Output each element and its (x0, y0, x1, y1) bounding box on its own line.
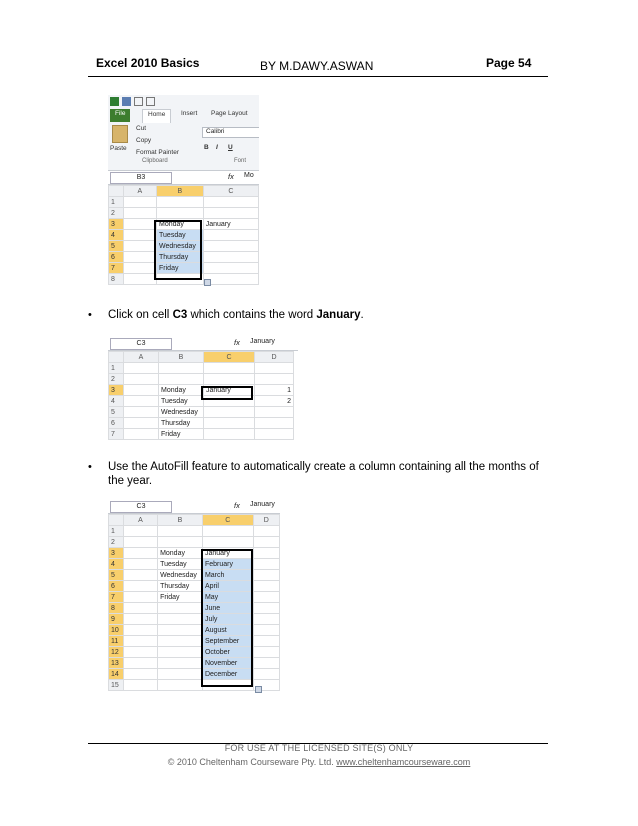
formula-bar (108, 171, 259, 185)
cell[interactable] (123, 658, 157, 669)
cell[interactable]: January (203, 219, 258, 230)
cell[interactable]: Friday (159, 429, 204, 440)
formula-value[interactable]: Mo (244, 172, 254, 179)
bold-button[interactable]: B (204, 144, 209, 151)
selection-border (201, 549, 253, 687)
cell[interactable] (123, 241, 156, 252)
cell[interactable] (123, 669, 157, 680)
underline-button[interactable]: U (228, 144, 233, 151)
cell[interactable]: May (202, 592, 253, 603)
cell[interactable] (124, 385, 159, 396)
fx-icon[interactable]: fx (234, 338, 240, 347)
cell[interactable]: Wednesday (158, 570, 203, 581)
bullet-icon: • (88, 461, 92, 473)
cell[interactable] (123, 219, 156, 230)
cell[interactable] (204, 407, 255, 418)
column-header[interactable]: C (204, 352, 255, 363)
cell[interactable] (158, 658, 203, 669)
cell[interactable] (123, 647, 157, 658)
cell[interactable] (124, 363, 159, 374)
cell[interactable] (204, 418, 255, 429)
cell[interactable] (202, 537, 253, 548)
footer-copyright (0, 757, 638, 767)
row-header[interactable]: 2 (109, 537, 124, 548)
font-group-label: Font (234, 158, 247, 164)
row-header[interactable]: 1 (109, 526, 124, 537)
cell[interactable] (253, 669, 279, 680)
footer-license: FOR USE AT THE LICENSED SITE(S) ONLY (224, 743, 414, 753)
cell[interactable] (158, 537, 203, 548)
header-page-number: Page 54 (486, 56, 532, 70)
formula-value[interactable]: January (250, 501, 275, 508)
cell[interactable] (123, 570, 157, 581)
row-header[interactable]: 1 (109, 363, 124, 374)
row-header[interactable]: 8 (109, 274, 124, 285)
cell[interactable] (123, 230, 156, 241)
select-all-corner[interactable] (109, 186, 124, 197)
row-header[interactable]: 2 (109, 208, 124, 219)
cell[interactable]: Tuesday (159, 396, 204, 407)
instruction-2: Use the AutoFill feature to automatically create a column containing all the months of the year. (108, 461, 539, 487)
cell[interactable]: December (202, 669, 253, 680)
formula-bar (108, 500, 280, 514)
row-header[interactable]: 9 (109, 614, 124, 625)
name-box[interactable]: C3 (110, 338, 172, 350)
cell[interactable]: Friday (158, 592, 203, 603)
cell[interactable] (157, 197, 204, 208)
cell[interactable] (253, 614, 279, 625)
cell[interactable]: June (202, 603, 253, 614)
cell[interactable] (159, 363, 204, 374)
cell[interactable] (204, 374, 255, 385)
name-box[interactable]: C3 (110, 501, 172, 513)
column-header[interactable]: A (123, 515, 157, 526)
cell[interactable]: April (202, 581, 253, 592)
font-name-select[interactable]: Calibri (202, 127, 259, 138)
paste-icon[interactable] (112, 125, 128, 143)
selection-border (201, 386, 253, 400)
cell[interactable] (255, 429, 294, 440)
row-header[interactable]: 15 (109, 680, 124, 691)
cell[interactable] (253, 647, 279, 658)
autofill-options-icon[interactable] (255, 686, 262, 693)
cell[interactable] (204, 363, 255, 374)
format-painter-button[interactable]: Format Painter (136, 149, 179, 156)
row-header[interactable]: 3 (109, 548, 124, 559)
cell[interactable]: 1 (255, 385, 294, 396)
tab-file[interactable]: File (110, 109, 130, 122)
clipboard-group-label: Clipboard (142, 158, 168, 164)
select-all-corner[interactable] (109, 352, 124, 363)
cell[interactable] (255, 363, 294, 374)
column-header[interactable]: B (158, 515, 203, 526)
cell[interactable] (158, 669, 203, 680)
instruction-1 (108, 308, 548, 322)
bullet-icon: • (88, 309, 92, 321)
tab-home[interactable]: Home (142, 109, 171, 123)
paste-button[interactable]: Paste (110, 145, 127, 152)
row-header[interactable]: 4 (109, 396, 124, 407)
screenshot-ribbon-autofill-days (108, 95, 259, 289)
cell[interactable] (203, 263, 258, 274)
cell[interactable] (123, 208, 156, 219)
cell[interactable]: September (202, 636, 253, 647)
row-header[interactable]: 3 (109, 219, 124, 230)
undo-icon[interactable] (134, 97, 143, 106)
cell[interactable]: March (202, 570, 253, 581)
row-header[interactable]: 8 (109, 603, 124, 614)
select-all-corner[interactable] (109, 515, 124, 526)
cell[interactable] (157, 208, 204, 219)
cell[interactable] (123, 603, 157, 614)
cell[interactable] (253, 537, 279, 548)
cell[interactable] (123, 592, 157, 603)
cell[interactable] (253, 548, 279, 559)
cell[interactable] (253, 559, 279, 570)
column-header[interactable]: B (159, 352, 204, 363)
footer-copyright-text: © 2010 Cheltenham Courseware Pty. Ltd. (167, 757, 337, 767)
cell[interactable] (158, 636, 203, 647)
column-header[interactable]: B (157, 186, 204, 197)
cell[interactable] (123, 274, 156, 285)
worksheet-grid (108, 514, 280, 691)
cell[interactable]: Monday (157, 219, 204, 230)
selection-border (154, 220, 202, 280)
cell[interactable] (123, 581, 157, 592)
instruction-1-word: January (316, 309, 361, 321)
fx-icon[interactable]: fx (234, 501, 240, 510)
row-header[interactable]: 12 (109, 647, 124, 658)
cell[interactable] (253, 636, 279, 647)
cell[interactable] (253, 603, 279, 614)
row-header[interactable]: 6 (109, 418, 124, 429)
cell[interactable] (158, 603, 203, 614)
autofill-options-icon[interactable] (204, 279, 211, 286)
cell[interactable]: July (202, 614, 253, 625)
cell[interactable] (123, 537, 157, 548)
cell[interactable]: Friday (157, 263, 204, 274)
header-rule (88, 76, 548, 77)
cell[interactable] (158, 680, 203, 691)
cell[interactable] (124, 374, 159, 385)
cell[interactable] (253, 658, 279, 669)
row-header[interactable]: 7 (109, 263, 124, 274)
row-header[interactable]: 11 (109, 636, 124, 647)
cell[interactable]: August (202, 625, 253, 636)
column-header[interactable]: A (124, 352, 159, 363)
cell[interactable] (124, 418, 159, 429)
column-header[interactable]: A (123, 186, 156, 197)
cell[interactable] (158, 526, 203, 537)
cut-button[interactable]: Cut (136, 125, 147, 132)
instruction-1-cell: C3 (172, 309, 188, 321)
save-icon[interactable] (122, 97, 131, 106)
cell[interactable]: Tuesday (158, 559, 203, 570)
cell[interactable] (123, 614, 157, 625)
cell[interactable]: Thursday (157, 252, 204, 263)
header-title-left: Excel 2010 Basics (96, 56, 200, 70)
row-header[interactable]: 4 (109, 559, 124, 570)
cell[interactable]: January (202, 548, 253, 559)
cell[interactable] (253, 581, 279, 592)
cell[interactable] (203, 208, 258, 219)
cell[interactable] (123, 559, 157, 570)
row-header[interactable]: 6 (109, 581, 124, 592)
screenshot-autofill-months (108, 500, 280, 696)
cell[interactable] (123, 625, 157, 636)
cell[interactable] (253, 570, 279, 581)
cell[interactable] (255, 407, 294, 418)
cell[interactable] (123, 526, 157, 537)
instruction-1-text: Click on cell (108, 309, 173, 321)
cell[interactable] (204, 429, 255, 440)
cell[interactable] (253, 625, 279, 636)
cell[interactable] (203, 274, 258, 285)
cell[interactable]: February (202, 559, 253, 570)
screenshot-select-c3 (108, 337, 298, 443)
cell[interactable] (255, 374, 294, 385)
copy-button[interactable]: Copy (136, 137, 152, 144)
cell[interactable] (123, 548, 157, 559)
instruction-1-text: . (360, 309, 364, 321)
cell[interactable]: November (202, 658, 253, 669)
redo-icon[interactable] (146, 97, 155, 106)
fx-icon[interactable]: fx (228, 172, 234, 181)
tab-page-layout[interactable]: Page Layout (211, 110, 248, 117)
column-header[interactable]: C (202, 515, 253, 526)
cell[interactable] (159, 374, 204, 385)
row-header[interactable]: 10 (109, 625, 124, 636)
header-author: BY M.DAWY.ASWAN (260, 59, 374, 73)
cell[interactable] (123, 636, 157, 647)
row-header[interactable]: 13 (109, 658, 124, 669)
excel-ribbon (108, 95, 259, 171)
cell[interactable] (158, 647, 203, 658)
italic-button[interactable]: I (216, 144, 218, 151)
cell[interactable] (203, 252, 258, 263)
row-header[interactable]: 2 (109, 374, 124, 385)
row-header[interactable]: 5 (109, 241, 124, 252)
column-header[interactable]: D (253, 515, 279, 526)
cell[interactable]: Thursday (158, 581, 203, 592)
cell[interactable] (203, 241, 258, 252)
row-header[interactable]: 1 (109, 197, 124, 208)
cell[interactable] (253, 592, 279, 603)
instruction-1-text: which contains the word (187, 309, 317, 321)
cell[interactable] (124, 429, 159, 440)
formula-bar (108, 337, 298, 351)
cell[interactable]: Monday (158, 548, 203, 559)
cell[interactable] (255, 418, 294, 429)
cell[interactable] (202, 526, 253, 537)
cell[interactable] (253, 526, 279, 537)
cell[interactable] (158, 625, 203, 636)
row-header[interactable]: 6 (109, 252, 124, 263)
footer-link[interactable]: www.cheltenhamcourseware.com (336, 757, 471, 767)
row-header[interactable]: 4 (109, 230, 124, 241)
cell[interactable] (123, 680, 157, 691)
cell[interactable] (203, 197, 258, 208)
cell[interactable]: Thursday (159, 418, 204, 429)
row-header[interactable]: 5 (109, 570, 124, 581)
column-header[interactable]: C (203, 186, 258, 197)
cell[interactable]: Monday (159, 385, 204, 396)
excel-logo-icon (110, 97, 119, 106)
tab-insert[interactable]: Insert (181, 110, 198, 117)
cell-c3[interactable]: January (204, 385, 255, 396)
cell[interactable] (124, 396, 159, 407)
row-header[interactable]: 7 (109, 429, 124, 440)
cell[interactable]: Wednesday (157, 241, 204, 252)
cell[interactable]: Tuesday (157, 230, 204, 241)
row-header[interactable]: 3 (109, 385, 124, 396)
row-header[interactable]: 7 (109, 592, 124, 603)
cell[interactable] (124, 407, 159, 418)
cell[interactable] (123, 252, 156, 263)
row-header[interactable]: 14 (109, 669, 124, 680)
quick-access-toolbar (110, 97, 158, 107)
row-header[interactable]: 5 (109, 407, 124, 418)
column-header[interactable]: D (255, 352, 294, 363)
formula-value[interactable]: January (250, 338, 275, 345)
cell[interactable] (203, 230, 258, 241)
cell[interactable] (123, 263, 156, 274)
cell[interactable]: Wednesday (159, 407, 204, 418)
name-box[interactable]: B3 (110, 172, 172, 184)
cell[interactable]: 2 (255, 396, 294, 407)
cell[interactable]: October (202, 647, 253, 658)
cell[interactable] (158, 614, 203, 625)
cell[interactable] (123, 197, 156, 208)
